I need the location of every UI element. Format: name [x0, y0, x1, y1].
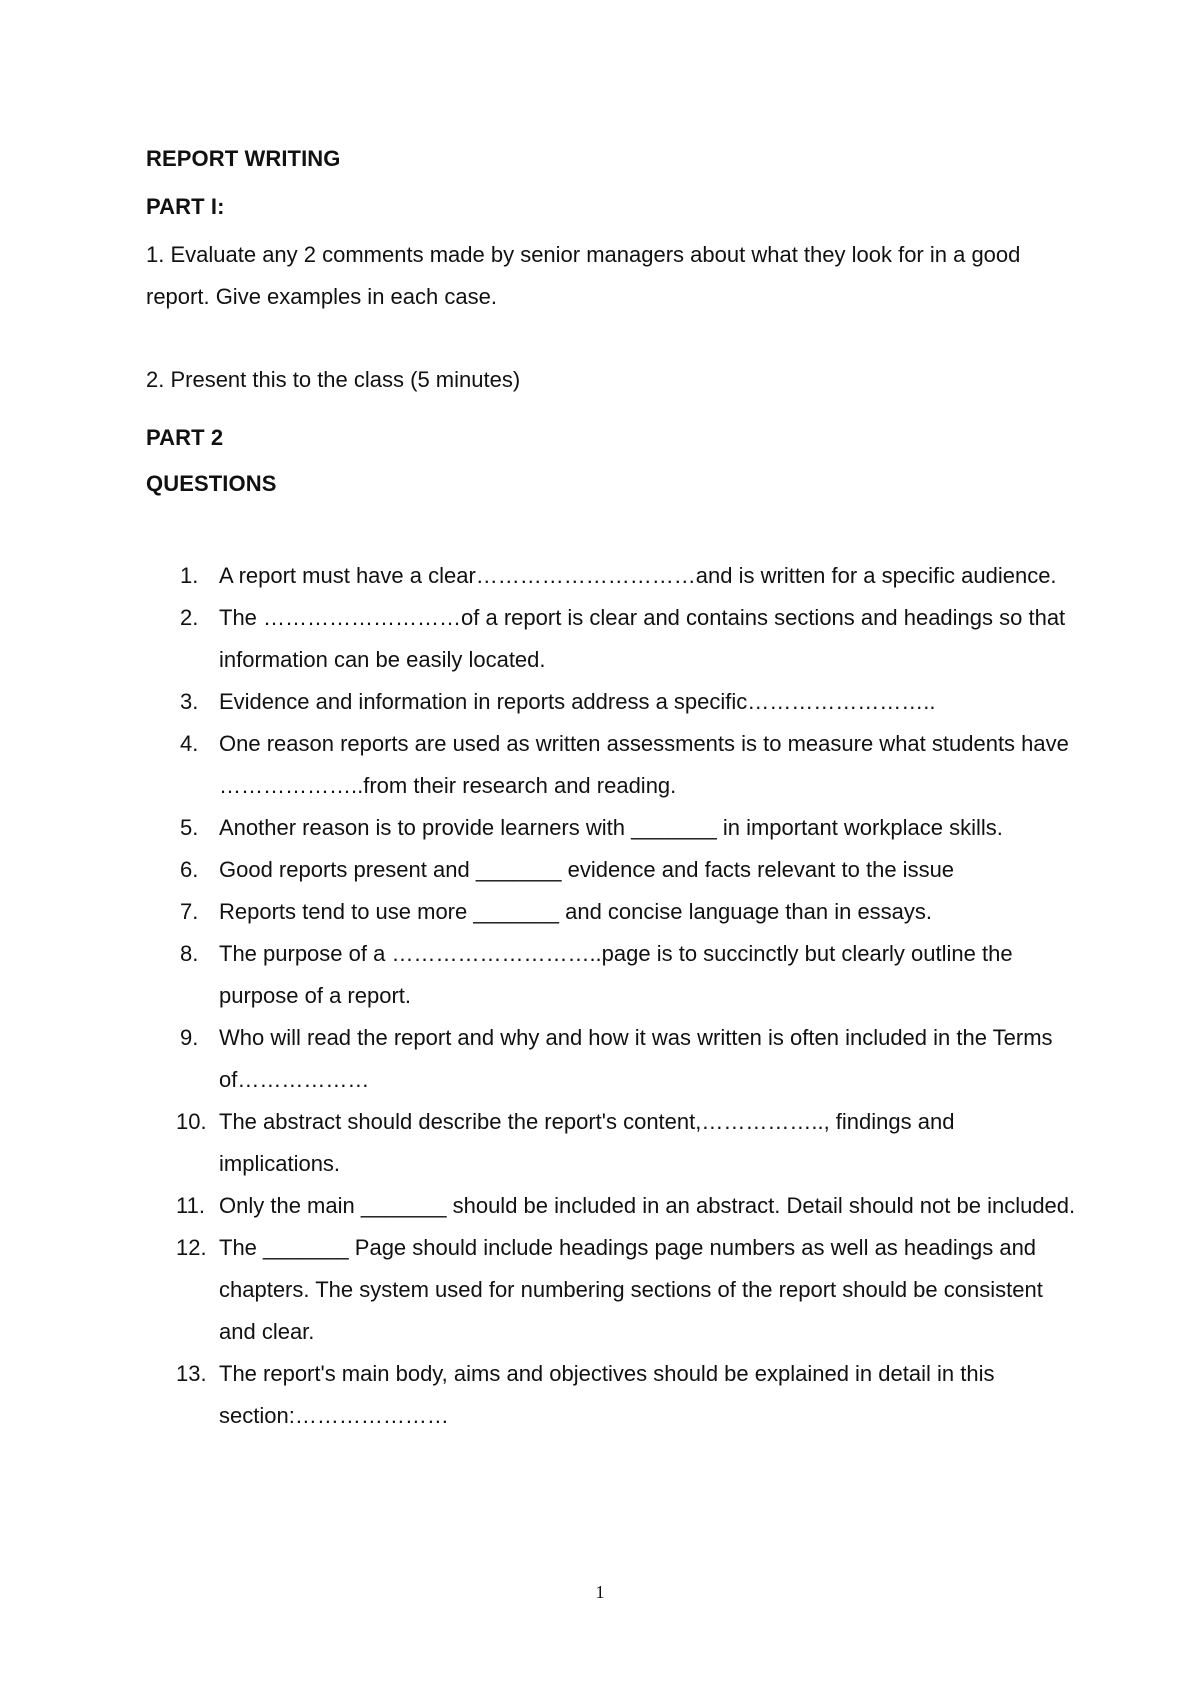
- part1-item-1: 1. Evaluate any 2 comments made by senior managers about what they look for in a good report. Give examples in each case.: [146, 242, 1021, 309]
- question-number: 11.: [176, 1193, 205, 1218]
- question-number: 8.: [180, 941, 199, 966]
- question-item: [146, 891, 1076, 933]
- question-item: [146, 1227, 1076, 1353]
- document-title: REPORT WRITING: [146, 146, 341, 171]
- question-text: Reports tend to use more _______ and concise language than in essays.: [219, 899, 933, 924]
- question-number: 3.: [180, 689, 199, 714]
- question-item: [146, 1017, 1076, 1101]
- question-item: [146, 597, 1076, 681]
- question-item: [146, 1353, 1076, 1437]
- question-item: [146, 555, 1076, 597]
- question-text: Good reports present and _______ evidence and facts relevant to the issue: [219, 857, 955, 882]
- question-text: A report must have a clear…………………………and is written for a specific audience.: [219, 563, 1057, 588]
- question-number: 12.: [176, 1235, 207, 1260]
- question-text: Another reason is to provide learners with _______ in important workplace skills.: [219, 815, 1003, 840]
- question-number: 6.: [180, 857, 199, 882]
- question-number: 5.: [180, 815, 199, 840]
- question-text: The report's main body, aims and objectives should be explained in detail in this section:…………………: [219, 1361, 995, 1428]
- questions-list: [146, 555, 1076, 1437]
- questions-heading: QUESTIONS: [146, 471, 277, 496]
- question-text: The purpose of a ………………………..page is to succinctly but clearly outline the purpose of a report.: [219, 941, 1013, 1008]
- question-item: [146, 723, 1076, 807]
- question-text: The _______ Page should include headings page numbers as well as headings and chapters. The system used for numbering sections of the report should be consistent and clear.: [219, 1235, 1043, 1344]
- question-text: The ………………………of a report is clear and contains sections and headings so that information can be easily located.: [219, 605, 1066, 672]
- question-text: The abstract should describe the report's content,…………….., findings and implications.: [219, 1109, 955, 1176]
- question-text: One reason reports are used as written assessments is to measure what students have ………………..from their research and reading.: [219, 731, 1069, 798]
- question-item: [146, 849, 1076, 891]
- question-text: Who will read the report and why and how it was written is often included in the Terms of………………: [219, 1025, 1053, 1092]
- question-number: 2.: [180, 605, 199, 630]
- question-number: 10.: [176, 1109, 207, 1134]
- page-number: 1: [595, 1582, 605, 1602]
- question-text: Only the main _______ should be included in an abstract. Detail should not be included.: [219, 1193, 1076, 1218]
- question-item: [146, 681, 1076, 723]
- part2-heading: PART 2: [146, 425, 224, 450]
- question-number: 7.: [180, 899, 199, 924]
- question-number: 13.: [176, 1361, 207, 1386]
- part1-item-2: 2. Present this to the class (5 minutes): [146, 367, 521, 392]
- part1-heading: PART I:: [146, 194, 225, 219]
- question-item: [146, 1185, 1076, 1227]
- question-number: 1.: [180, 563, 199, 588]
- question-text: Evidence and information in reports address a specific……………………..: [219, 689, 936, 714]
- question-number: 9.: [180, 1025, 199, 1050]
- question-number: 4.: [180, 731, 199, 756]
- question-item: [146, 807, 1076, 849]
- question-item: [146, 933, 1076, 1017]
- question-item: [146, 1101, 1076, 1185]
